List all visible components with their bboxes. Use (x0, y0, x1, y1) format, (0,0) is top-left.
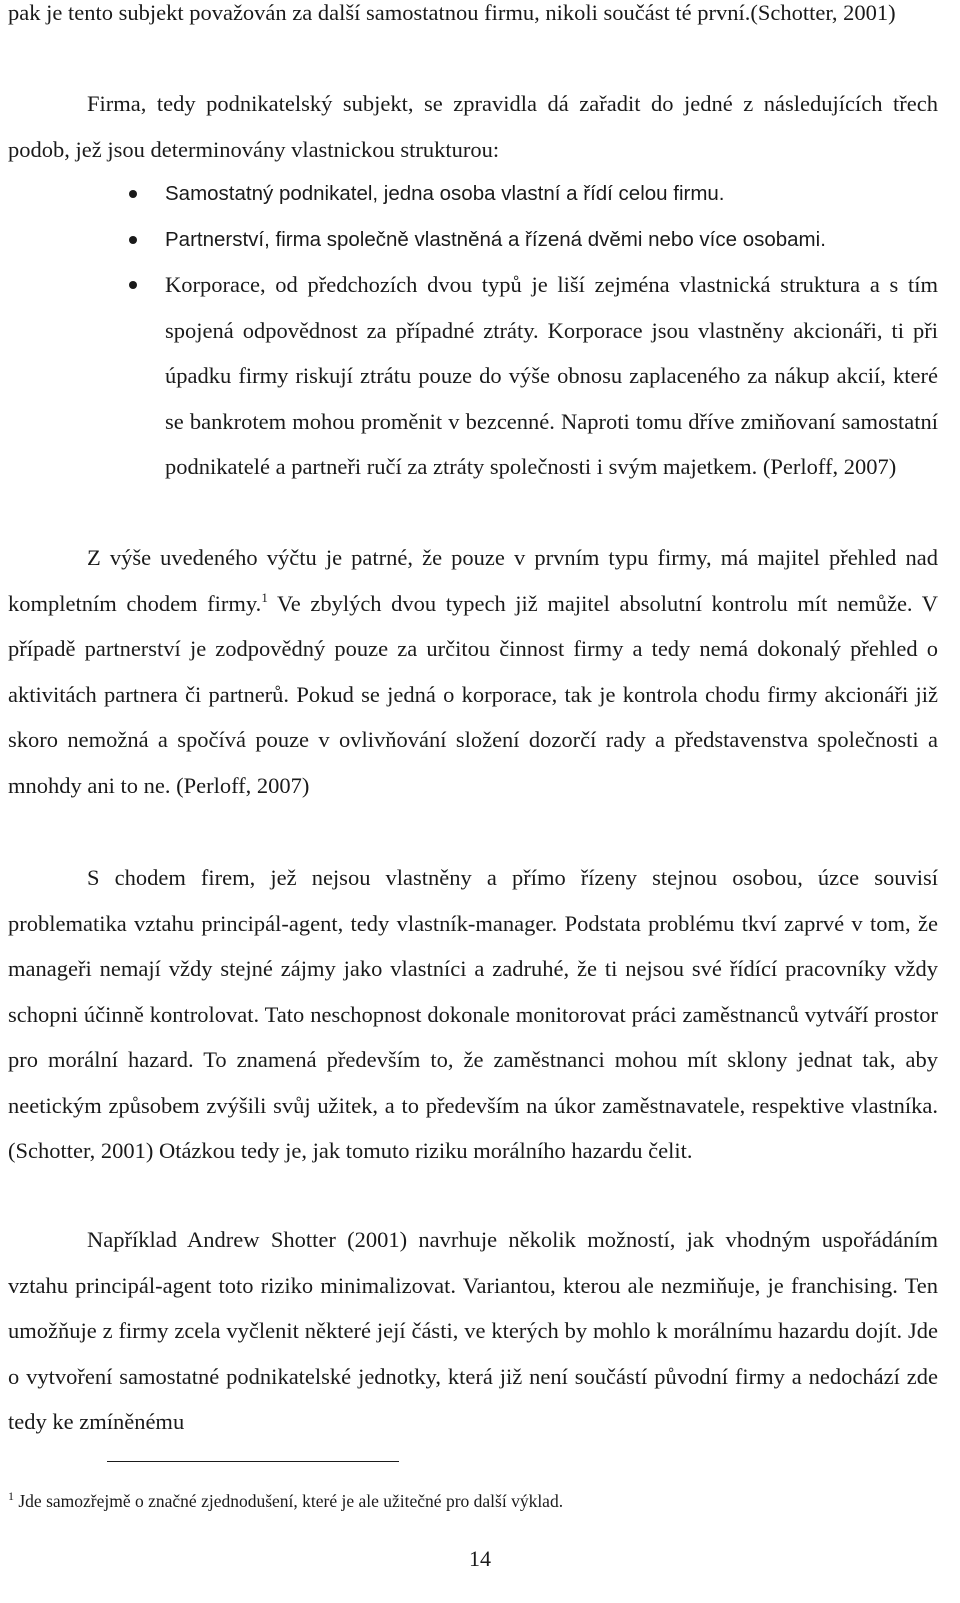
paragraph-overview (8, 535, 938, 808)
footnote-separator (107, 1461, 399, 1462)
footnote-text: Jde samozřejmě o značné zjednodušení, které je ale užitečné pro další výklad. (14, 1491, 564, 1511)
list-item-text: Samostatný podnikatel, jedna osoba vlastní a řídí celou firmu. (165, 182, 725, 205)
footnote (8, 1489, 563, 1513)
paragraph-continuation: pak je tento subjekt považován za další samostatnou firmu, nikoli součást té první.(Schotter, 2001) (8, 0, 896, 25)
paragraph-principal-agent: S chodem firem, jež nejsou vlastněny a přímo řízeny stejnou osobou, úzce souvisí problematika vztahu principál-agent, tedy vlastník-manager. Podstata problému tkví zaprvé v tom, že manageři nemají vždy stejné zájmy jako vlastníci a zadruhé, že ti nejsou své řídící pracovníky vždy schopni účinně kontrolovat. Tato neschopnost dokonale monitorovat práci zaměstnanců vytváří prostor pro morální hazard. To znamená především to, že zaměstnanci mohou mít sklony jednat tak, aby neetickým způsobem zvýšili svůj užitek, a to především na úkor zaměstnavatele, respektive vlastníka. (Schotter, 2001) Otázkou tedy je, jak tomuto riziku morálního hazardu čelit. (8, 865, 938, 1163)
bullet-icon (129, 190, 137, 198)
list-item-text: Korporace, od předchozích dvou typů je liší zejména vlastnická struktura a s tím spojená odpovědnost za případné ztráty. Korporace jsou vlastněny akcionáři, ti při úpadku firmy riskují ztrátu pouze do výše obnosu zaplaceného za nákup akcií, které se bankrotem mohou proměnit v bezcenné. Naproti tomu dříve zmiňovaní samostatní podnikatelé a partneři ručí za ztráty společnosti i svým majetkem. (Perloff, 2007) (165, 272, 938, 479)
paragraph-text: Ve zbylých dvou typech již majitel absolutní kontrolu mít nemůže. V případě partnerství je zodpovědný pouze za určitou činnost firmy a tedy nemá dokonalý přehled o aktivitách partnera či partnerů. Pokud se jedná o korporace, tak je kontrola chodu firmy akcionáři již skoro nemožná a spočívá pouze v ovlivňování složení dozorčí rady a představenstva společnosti a mnohdy ani to ne. (Perloff, 2007) (8, 590, 938, 798)
list-item (165, 262, 938, 490)
list-item (165, 171, 938, 217)
paragraph-text: Z výše uvedeného výčtu je patrné, že pouze v prvním typu firmy, má majitel přehled nad kompletním chodem firmy. (8, 545, 938, 616)
list-item-text: Partnerství, firma společně vlastněná a řízená dvěmi nebo více osobami. (165, 227, 826, 251)
footnote-reference[interactable]: 1 (261, 589, 268, 605)
paragraph-franchising: Například Andrew Shotter (2001) navrhuje několik možností, jak vhodným uspořádáním vztahu principál-agent toto riziko minimalizovat. Variantou, kterou ale nezmiňuje, je franchising. Ten umožňuje z firmy zcela vyčlenit některé její části, ve kterých by mohlo k morálnímu hazardu dojít. Jde o vytvoření samostatné podnikatelské jednotky, která již není součástí původní firmy a nedochází zde tedy ke zmíněnému (8, 1227, 938, 1434)
page-number: 14 (469, 1546, 491, 1571)
footnote-number: 1 (8, 1489, 14, 1503)
ownership-types-list (8, 171, 938, 490)
bullet-icon (129, 281, 137, 289)
list-item (165, 217, 938, 263)
bullet-icon (129, 236, 137, 244)
paragraph-firm-forms: Firma, tedy podnikatelský subjekt, se zpravidla dá zařadit do jedné z následujících třech podob, jež jsou determinovány vlastnickou strukturou: (8, 91, 938, 162)
